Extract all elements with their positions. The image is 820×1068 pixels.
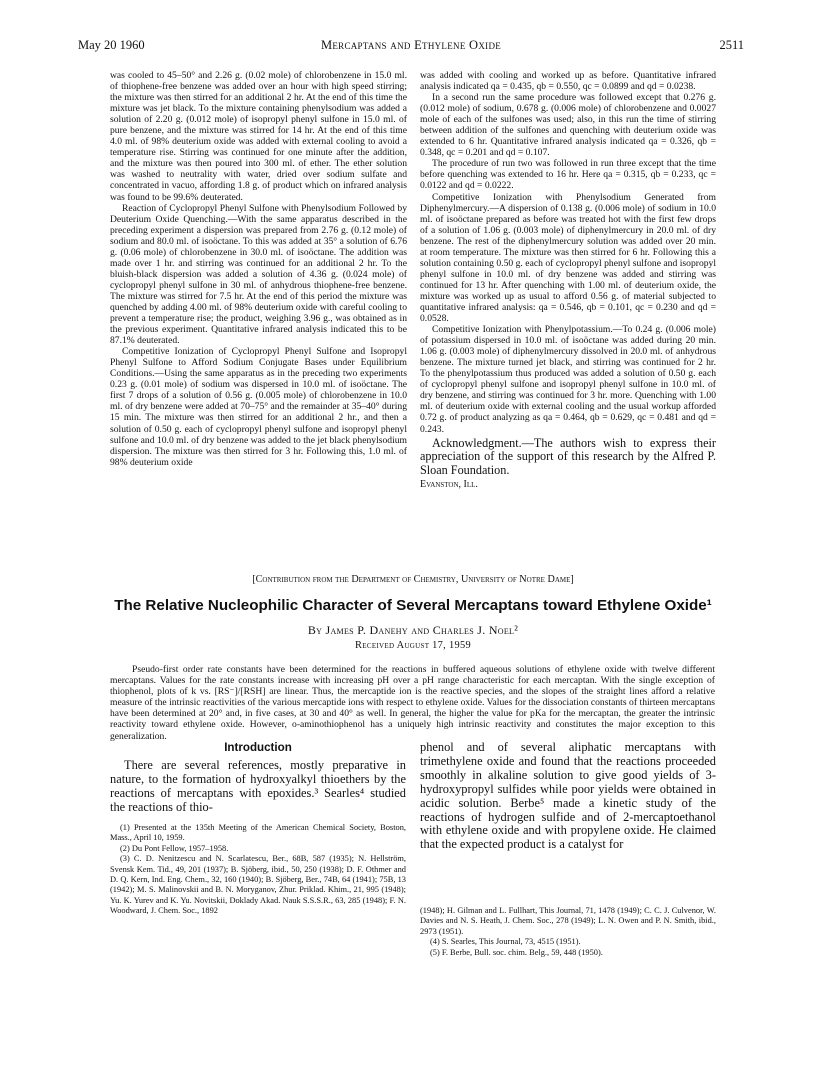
right-paragraph: Competitive Ionization with Phenylsodium Generated from Diphenylmercury.—A dispersion of 0.138 g. (0.006 mole) of sodium in 10.0 ml. of isoöctane prepared as before was treated hot with the first few drops of a solution of 1.06 g. (0.003 mole) of diphenylmercury in 20.0 ml. of dry benzene. The rest of the diphenylmercury solution was added over 20 min. at room temperature. The mixture was then stirred for 6 hr. Following this a solution containing 0.50 g. each of cyclopropyl phenyl sulfone and isopropyl phenyl sulfone in 10.0 ml. of dry benzene was added and stirring was continued for 13 hr. After quenching with 1.00 ml. of deuterium oxide, the mixture was worked up as usual to afford 0.56 g. of material subjected to quantitative infrared analysis: qa = 0.546, qb = 0.101, qc = 0.230 and qd = 0.0528. (420, 191, 716, 325)
left-paragraph: was cooled to 45–50° and 2.26 g. (0.02 mole) of chlorobenzene in 15.0 ml. of thiophene-free benzene was added over an hour with high speed stirring; the mixture was then stirred for an additional 2 hr. At the end of this time the mixture was jet black. To the mixture containing phenylsodium was added a solution of 2.20 g. (0.012 mole) of isopropyl phenyl sulfone in 15.0 ml. of pure benzene, and the mixture was stirred for 14 hr. At the end of this time 4.0 ml. of 98% deuterium oxide was added with external cooling to avoid a temperature rise. Stirring was continued for one minute after the addition, and the mixture was then poured into 300 ml. of ether. The ether solution was washed to neutrality with water, dried over sodium sulfate and concentrated in vacuo, affording 1.8 g. of product which on infrared analysis was found to be 99.6% deuterated. (110, 70, 407, 203)
footnotes-left (110, 823, 406, 917)
intro-text-right: phenol and of several aliphatic mercaptans with trimethylene oxide and found that the reactions proceeded smoothly in alkaline solution to give good yields of 3-hydroxypropyl sulfides while poor yields were obtained in acidic solution. Berbe⁵ made a kinetic study of the reactions of hydrogen sulfide and of 2-mercaptoethanol with ethylene oxide and with propylene oxide. He claimed that the expected product is a catalyst for (420, 740, 716, 852)
section-heading-introduction: Introduction (224, 741, 292, 754)
abstract: Pseudo-first order rate constants have been determined for the reactions in buffered aqueous solutions of ethylene oxide with twelve different mercaptans. Values for the rate constants increase with increasing pH over a pH range characteristic for each mercaptan. With the single exception of thiophenol, plots of k vs. [RS⁻]/[RSH] are linear. Thus, the mercaptide ion is the reactive species, and the slopes of the straight lines afford a relative measure of the intrinsic reactivities of the various mercaptide ions with respect to ethylene oxide. Values for the dissociation constants of thirteen mercaptans have been determined at 20° and, in five cases, at 30 and 40° as well. In general, the higher the value for pKa for the mercaptan, the greater the intrinsic reactivity toward ethylene oxide. However, o-aminothiophenol has a uniquely high intrinsic reactivity and constitutes the major exception to this generalization. (110, 664, 715, 742)
footnote: (3) C. D. Nenitzescu and N. Scarlatescu, Ber., 68B, 587 (1935); N. Hellström, Svensk Kem. Tid., 49, 201 (1937); B. Sjöberg, ibid., 50, 250 (1938); D. F. Othmer and D. Q. Kern, Ind. Eng. Chem., 32, 160 (1940); B. Sjöberg, Ber., 74B, 64 (1941); 75B, 13 (1942); M. S. Malinovskii and B. N. Moryganov, Zhur. Priklad. Khim., 21, 995 (1948); Yu. K. Yurev and K. Yu. Novitskii, Doklady Akad. Nauk S.S.S.R., 63, 285 (1948); F. N. Woodward, J. Chem. Soc., 1892 (110, 854, 406, 916)
footnote: (4) S. Searles, This Journal, 73, 4515 (1951). (430, 937, 581, 947)
footnote: (2) Du Pont Fellow, 1957–1958. (120, 843, 229, 853)
running-header (78, 38, 744, 54)
intro-text-left: There are several references, mostly preparative in nature, to the formation of hydroxyalkyl thioethers by the reactions of mercaptans with epoxides.³ Searles⁴ studied the reactions of thio- (110, 758, 406, 814)
right-paragraph: was added with cooling and worked up as before. Quantitative infrared analysis indicated qa = 0.435, qb = 0.550, qc = 0.0899 and qd = 0.0238. (420, 70, 716, 93)
right-paragraph: The procedure of run two was followed in run three except that the time before quenching was extended to 16 hr. Here qa = 0.315, qb = 0.233, qc = 0.0122 and qd = 0.0222. (420, 158, 716, 192)
article-authors: By James P. Danehy and Charles J. Noel² (307, 623, 519, 637)
received-date: Received August 17, 1959 (355, 640, 471, 651)
footnotes-right (420, 906, 716, 958)
left-column (110, 70, 407, 468)
footnote: (1948); H. Gilman and L. Fullhart, This Journal, 71, 1478 (1949); C. C. J. Culvenor, W. Davies and N. S. Heath, J. Chem. Soc., 278 (1949); L. N. Owen and P. N. Smith, ibid., 2973 (1951). (420, 906, 716, 936)
header-running-title: Mercaptans and Ethylene Oxide (320, 38, 502, 52)
right-paragraph: Competitive Ionization with Phenylpotassium.—To 0.24 g. (0.006 mole) of potassium dispersed in 10.0 ml. of isoöctane was added during 20 min. 1.06 g. (0.003 mole) of diphenylmercury dissolved in 20.0 ml. of anhydrous benzene. The mixture turned jet black, and stirring was continued for 2 hr. To the phenylpotassium thus produced was added a solution of 0.50 g. each of cyclopropyl phenyl sulfone and isopropyl phenyl sulfone in 10.0 ml. of dry benzene, and stirring was continued for 3 hr. more. Quenching with 1.00 ml. of deuterium oxide with external cooling and the usual workup afforded 0.72 g. of product analyzing as qa = 0.464, qb = 0.629, qc = 0.481 and qd = 0.243. (420, 324, 716, 435)
contribution-line: [Contribution from the Department of Chemistry, University of Notre Dame] (252, 574, 574, 585)
right-column (420, 70, 716, 490)
article-title: The Relative Nucleophilic Character of Several Mercaptans toward Ethylene Oxide¹ (114, 597, 712, 614)
header-page-number: 2511 (719, 38, 744, 52)
footnote: (1) Presented at the 135th Meeting of the American Chemical Society, Boston, Mass., April 10, 1959. (110, 823, 406, 843)
left-paragraph: Competitive Ionization of Cyclopropyl Phenyl Sulfone and Isopropyl Phenyl Sulfone to Afford Sodium Conjugate Bases under Equilibrium Conditions.—Using the same apparatus as in the preceding two experiments 0.23 g. (0.01 mole) of sodium was dispersed in 10.0 ml. of isoöctane. The first 7 drops of a solution of 0.56 g. (0.005 mole) of chlorobenzene in 10.0 ml. of dry benzene were added at 70–75° and the remainder at 35–40° during 15 min. The mixture was then stirred for an additional 2 hr., and then a solution of 0.50 g. each of cyclopropyl phenyl sulfone and isopropyl phenyl sulfone and 10.0 ml. of dry benzene was added to the jet black phenylsodium dispersion. The mixture was then stirred for 3 hr. Following this, 1.0 ml. of 98% deuterium oxide (110, 346, 407, 468)
right-paragraph: In a second run the same procedure was followed except that 0.276 g. (0.012 mole) of sodium, 0.678 g. (0.006 mole) of chlorobenzene and 0.0027 mole of each of the sulfones was used; also, in this run the time of stirring between addition of the sulfones and quenching with deuterium oxide was extended to 6 hr. Quantitative infrared analysis indicated qa = 0.326, qb = 0.348, qc = 0.201 and qd = 0.107. (420, 92, 716, 159)
header-date: May 20 1960 (78, 38, 145, 52)
place-line: Evanston, Ill. (420, 479, 478, 491)
acknowledgment: Acknowledgment.—The authors wish to express their appreciation of the support of this research by the Alfred P. Sloan Foundation. (420, 435, 716, 477)
left-paragraph: Reaction of Cyclopropyl Phenyl Sulfone with Phenylsodium Followed by Deuterium Oxide Quenching.—With the same apparatus described in the preceding experiment a dispersion was prepared from 2.76 g. (0.12 mole) of sodium and 80.0 ml. of isoöctane. To this was added at 35° a solution of 6.76 g. (0.06 mole) of chlorobenzene in 30.0 ml. of isoöctane. The addition was made over 1 hr. and stirring was continued for an additional 2 hr. To the bluish-black dispersion was added a solution of 4.36 g. (0.024 mole) of cyclopropyl phenyl sulfone in 30 ml. of anhydrous thiophene-free benzene. The mixture was stirred for 7.5 hr. At the end of this period the mixture was quenched by adding 4.00 ml. of 98% deuterium oxide with careful cooling to prevent a temperature rise; the product, weighing 3.96 g., was obtained as in the previous experiment. Quantitative infrared analysis indicated this to be 87.1% deuterated. (110, 202, 407, 347)
footnote: (5) F. Berbe, Bull. soc. chim. Belg., 59, 448 (1950). (430, 947, 603, 957)
